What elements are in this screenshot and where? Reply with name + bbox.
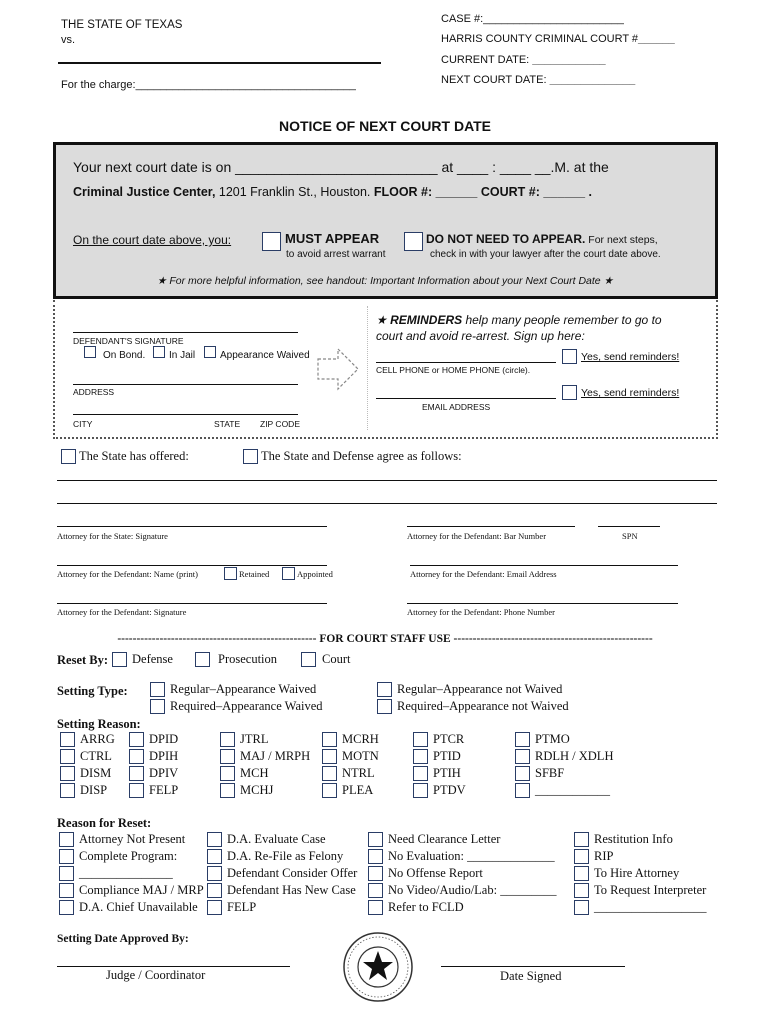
email-line[interactable] [376, 398, 556, 399]
reset-reason-item-label: Compliance MAJ / MRP [79, 883, 204, 897]
setting-reason-item[interactable] [322, 766, 375, 781]
reset-reason-item[interactable] [207, 866, 357, 881]
setting-reason-item[interactable] [322, 732, 379, 747]
setting-type-label: Setting Type: [57, 684, 128, 698]
zip-label: ZIP CODE [260, 419, 300, 429]
reset-reason-item-checkbox[interactable] [368, 900, 383, 915]
defendant-name-line[interactable] [58, 62, 381, 64]
setting-reason-item-label: MCRH [342, 732, 379, 746]
must-appear-checkbox[interactable] [262, 232, 281, 251]
reset-reason-item[interactable] [368, 849, 555, 864]
setting-reason-item-checkbox[interactable] [413, 749, 428, 764]
state-of-texas: THE STATE OF TEXAS [61, 19, 183, 31]
reset-reason-item[interactable] [207, 832, 326, 847]
reset-reason-item-label: RIP [594, 849, 614, 863]
court-number-blank: ______ [638, 33, 675, 45]
reminders-heading [376, 313, 662, 327]
court-number-label: HARRIS COUNTY CRIMINAL COURT # [441, 33, 639, 45]
reset-reason-item-checkbox[interactable] [59, 900, 74, 915]
retained-checkbox[interactable] [224, 567, 237, 580]
setting-reason-item[interactable] [60, 732, 115, 747]
defendant-signature-label: DEFENDANT'S SIGNATURE [73, 336, 184, 346]
appearance-waived-checkbox[interactable] [204, 346, 216, 358]
setting-reason-item-label: RDLH / XDLH [535, 749, 614, 763]
reset-court-checkbox[interactable] [301, 652, 316, 667]
do-not-appear-tail: For next steps, [585, 234, 658, 246]
bar-number-label: Attorney for the Defendant: Bar Number [407, 531, 547, 541]
setting-reason-item-checkbox[interactable] [413, 732, 428, 747]
setting-reason-item-checkbox[interactable] [129, 749, 144, 764]
reset-reason-item-label: To Hire Attorney [594, 866, 680, 880]
setting-reason-item-label: MOTN [342, 749, 379, 763]
setting-reason-item[interactable] [413, 766, 461, 781]
do-not-appear-sub: check in with your lawyer after the court date above. [430, 249, 661, 260]
reset-reason-item-label: To Request Interpreter [594, 883, 707, 897]
spn-line[interactable] [598, 526, 660, 527]
county-seal-icon [340, 930, 416, 1004]
setting-reason-item[interactable] [322, 749, 379, 764]
setting-reason-item[interactable] [129, 749, 178, 764]
reset-reason-item[interactable] [207, 883, 356, 898]
reset-reason-item-label: Complete Program: [79, 849, 178, 863]
reset-reason-item-label: No Offense Report [388, 866, 483, 880]
bar-number-line[interactable] [407, 526, 575, 527]
reset-reason-item[interactable] [59, 900, 198, 915]
email-reminder-label[interactable]: Yes, send reminders! [581, 387, 680, 399]
setting-reason-item-checkbox[interactable] [220, 766, 235, 781]
on-bond-label: On Bond. [103, 350, 146, 361]
setting-reason-item-label: MCH [240, 766, 269, 780]
reset-reason-item-checkbox[interactable] [207, 849, 222, 864]
defense-name-label: Attorney for the Defendant: Name (print) [57, 569, 198, 579]
do-not-appear-checkbox[interactable] [404, 232, 423, 251]
setting-reason-item[interactable] [413, 783, 466, 798]
setting-reason-label: Setting Reason: [57, 717, 141, 731]
city-line[interactable] [73, 414, 298, 415]
reset-prosecution[interactable] [195, 652, 277, 667]
type-regular-waived-checkbox[interactable] [150, 682, 165, 697]
type-regular-waived[interactable] [150, 682, 316, 697]
page-title: NOTICE OF NEXT COURT DATE [278, 118, 492, 134]
setting-reason-item[interactable] [60, 749, 112, 764]
must-appear-sub: to avoid arrest warrant [286, 249, 386, 260]
on-bond-checkbox[interactable] [84, 346, 96, 358]
reset-reason-item-checkbox[interactable] [574, 883, 589, 898]
setting-reason-item-label: FELP [149, 783, 179, 797]
setting-reason-item[interactable] [220, 766, 268, 781]
reset-reason-item-label: No Video/Audio/Lab: _________ [388, 883, 557, 897]
setting-reason-item-label: ____________ [535, 783, 610, 797]
reset-reason-item[interactable] [574, 866, 679, 881]
in-jail-label: In Jail [169, 350, 196, 361]
setting-reason-item-checkbox[interactable] [322, 749, 337, 764]
terms-line-1[interactable] [57, 480, 717, 481]
reset-reason-item-checkbox[interactable] [59, 832, 74, 847]
setting-reason-item-checkbox[interactable] [515, 783, 530, 798]
type-required-not-waived-checkbox[interactable] [377, 699, 392, 714]
reset-reason-item-checkbox[interactable] [207, 900, 222, 915]
reason-for-reset-label: Reason for Reset: [57, 816, 152, 830]
setting-reason-item-label: PTDV [433, 783, 466, 797]
setting-reason-item[interactable] [129, 783, 178, 798]
reset-reason-item-checkbox[interactable] [574, 832, 589, 847]
reminders-bold: REMINDERS [390, 313, 463, 327]
setting-reason-item-label: DPIV [149, 766, 179, 780]
defense-email-label: Attorney for the Defendant: Email Address [410, 569, 557, 579]
reset-reason-item[interactable] [59, 849, 177, 864]
setting-reason-item-label: MAJ / MRPH [240, 749, 311, 763]
type-required-waived[interactable] [150, 699, 323, 714]
reset-reason-item[interactable] [59, 883, 204, 898]
type-required-not-waived-label: Required–Appearance not Waived [397, 699, 569, 713]
setting-reason-item[interactable] [220, 732, 268, 747]
type-required-waived-label: Required–Appearance Waived [170, 699, 323, 713]
setting-reason-item-label: MCHJ [240, 783, 274, 797]
reset-defense-label: Defense [132, 652, 173, 666]
state-signature-label: Attorney for the State: Signature [57, 531, 168, 541]
state-offered-label: The State has offered: [79, 449, 189, 463]
state-offered-checkbox[interactable] [61, 449, 76, 464]
reset-reason-item-label: D.A. Chief Unavailable [79, 900, 198, 914]
setting-reason-item[interactable] [515, 732, 570, 747]
setting-reason-item-label: SFBF [535, 766, 565, 780]
setting-reason-item[interactable] [129, 766, 178, 781]
city-label: CITY [73, 419, 93, 429]
type-regular-not-waived-label: Regular–Appearance not Waived [397, 682, 563, 696]
reset-reason-item[interactable] [574, 883, 706, 898]
reset-reason-item[interactable] [368, 900, 464, 915]
email-reminder-checkbox[interactable] [562, 385, 577, 400]
type-regular-not-waived-checkbox[interactable] [377, 682, 392, 697]
reset-reason-item[interactable] [574, 849, 613, 864]
floor-court: FLOOR #: ______ COURT #: ______ . [373, 185, 592, 199]
reset-reason-item-checkbox[interactable] [59, 883, 74, 898]
setting-reason-item-checkbox[interactable] [129, 783, 144, 798]
setting-reason-item-label: PLEA [342, 783, 374, 797]
reset-reason-item-checkbox[interactable] [368, 883, 383, 898]
setting-reason-item[interactable] [60, 766, 111, 781]
setting-reason-item-checkbox[interactable] [220, 783, 235, 798]
current-date-blank: ____________ [532, 54, 606, 66]
star-icon: ★ [376, 313, 387, 327]
terms-line-2[interactable] [57, 503, 717, 504]
setting-reason-item[interactable] [515, 766, 564, 781]
setting-reason-item[interactable] [60, 783, 107, 798]
reset-court-label: Court [322, 652, 351, 666]
reset-reason-item[interactable] [59, 832, 185, 847]
reset-by-label: Reset By: [57, 653, 109, 667]
setting-reason-item-checkbox[interactable] [515, 766, 530, 781]
state-signature-line[interactable] [57, 526, 327, 527]
agree-label: The State and Defense agree as follows: [261, 449, 462, 463]
setting-reason-item-checkbox[interactable] [60, 783, 75, 798]
setting-reason-item[interactable] [220, 749, 310, 764]
court-number[interactable] [441, 33, 675, 45]
setting-reason-item[interactable] [515, 749, 613, 764]
appointed-label: Appointed [297, 569, 333, 579]
reset-reason-item-checkbox[interactable] [207, 883, 222, 898]
defense-signature-label: Attorney for the Defendant: Signature [57, 607, 187, 617]
next-court-date-blank: ______________ [549, 74, 636, 86]
setting-reason-item-label: DPIH [149, 749, 179, 763]
next-court-date-line[interactable]: Your next court date is on __________________________ at ____ : ____ __.M. at the [73, 159, 609, 175]
reset-reason-item[interactable] [368, 866, 483, 881]
staff-heading: ---------------------------------------------------- FOR COURT STAFF USE ---------------------------------------------------- [117, 633, 653, 645]
reset-reason-item[interactable] [59, 866, 173, 881]
reset-reason-item-checkbox[interactable] [368, 832, 383, 847]
setting-reason-item-checkbox[interactable] [515, 749, 530, 764]
reset-prosecution-label: Prosecution [218, 652, 278, 666]
approved-by-label: Setting Date Approved By: [57, 933, 189, 945]
reset-reason-item-checkbox[interactable] [59, 866, 74, 881]
defense-signature-line[interactable] [57, 603, 327, 604]
judge-signature-line[interactable] [57, 966, 290, 967]
phone-reminder-label[interactable]: Yes, send reminders! [581, 351, 680, 363]
date-signed-label: Date Signed [500, 969, 562, 983]
appearance-waived-label: Appearance Waived [220, 350, 310, 361]
reset-reason-item-label: __________________ [594, 900, 707, 914]
reset-reason-item-label: Defendant Consider Offer [227, 866, 358, 880]
next-court-date[interactable] [441, 74, 635, 86]
reset-defense-checkbox[interactable] [112, 652, 127, 667]
reset-reason-item-label: Need Clearance Letter [388, 832, 501, 846]
setting-reason-item[interactable] [413, 732, 464, 747]
setting-reason-item-label: ARRG [80, 732, 115, 746]
defense-name-line[interactable] [57, 565, 327, 566]
reset-reason-item[interactable] [368, 832, 500, 847]
setting-reason-item-checkbox[interactable] [322, 732, 337, 747]
setting-reason-item[interactable] [322, 783, 373, 798]
defense-email-line[interactable] [410, 565, 678, 566]
reset-reason-item[interactable] [574, 900, 707, 915]
phone-reminder-checkbox[interactable] [562, 349, 577, 364]
reset-reason-item-checkbox[interactable] [574, 866, 589, 881]
setting-reason-item-checkbox[interactable] [413, 766, 428, 781]
setting-reason-item-checkbox[interactable] [129, 766, 144, 781]
reset-reason-item[interactable] [207, 849, 343, 864]
setting-reason-item-label: DISP [80, 783, 108, 797]
next-court-date-label: NEXT COURT DATE: [441, 74, 550, 86]
setting-reason-item-checkbox[interactable] [60, 749, 75, 764]
agree-checkbox[interactable] [243, 449, 258, 464]
setting-reason-item[interactable] [413, 749, 461, 764]
spn-label: SPN [622, 531, 638, 541]
reset-reason-item-label: Refer to FCLD [388, 900, 464, 914]
email-label: EMAIL ADDRESS [422, 402, 491, 412]
reset-reason-item-checkbox[interactable] [574, 900, 589, 915]
judge-label: Judge / Coordinator [106, 968, 206, 982]
reset-court[interactable] [301, 652, 350, 667]
reset-reason-item-label: FELP [227, 900, 257, 914]
setting-reason-item-label: PTMO [535, 732, 570, 746]
reset-reason-item-label: Restitution Info [594, 832, 673, 846]
state-label: STATE [214, 419, 241, 429]
reset-reason-item-label: _______________ [79, 866, 173, 880]
reset-reason-item-checkbox[interactable] [368, 866, 383, 881]
type-required-not-waived[interactable] [377, 699, 569, 714]
date-signed-line[interactable] [441, 966, 625, 967]
address-line[interactable] [73, 384, 298, 385]
setting-reason-item-label: JTRL [240, 732, 269, 746]
setting-reason-item-checkbox[interactable] [60, 732, 75, 747]
signature-line[interactable] [73, 332, 298, 333]
reset-reason-item[interactable] [207, 900, 256, 915]
reminders-text1: help many people remember to go to [462, 313, 662, 327]
appointed-checkbox[interactable] [282, 567, 295, 580]
setting-reason-item-checkbox[interactable] [322, 766, 337, 781]
setting-reason-item-label: CTRL [80, 749, 112, 763]
setting-reason-item[interactable] [515, 783, 610, 798]
setting-reason-item-label: PTID [433, 749, 461, 763]
address-label: ADDRESS [73, 387, 115, 397]
current-date-label: CURRENT DATE: [441, 54, 533, 66]
reset-reason-item-label: D.A. Evaluate Case [227, 832, 326, 846]
setting-reason-item-label: PTCR [433, 732, 465, 746]
phone-label: CELL PHONE or HOME PHONE (circle). [376, 365, 531, 375]
reminders-text2: court and avoid re-arrest. Sign up here: [376, 329, 585, 343]
type-required-waived-checkbox[interactable] [150, 699, 165, 714]
reset-reason-item-checkbox[interactable] [574, 849, 589, 864]
versus: vs. [61, 34, 76, 46]
court-location[interactable] [73, 185, 592, 199]
setting-reason-item-label: NTRL [342, 766, 375, 780]
setting-reason-item-checkbox[interactable] [220, 732, 235, 747]
setting-reason-item-checkbox[interactable] [515, 732, 530, 747]
setting-reason-item[interactable] [220, 783, 273, 798]
reset-reason-item-label: Attorney Not Present [79, 832, 186, 846]
setting-reason-item-label: DISM [80, 766, 112, 780]
do-not-appear-bold: DO NOT NEED TO APPEAR. [426, 232, 586, 246]
charge-field[interactable]: For the charge:____________________________________ [61, 79, 356, 91]
defense-phone-label: Attorney for the Defendant: Phone Number [407, 607, 555, 617]
reset-reason-item-checkbox[interactable] [368, 849, 383, 864]
setting-reason-item-label: PTIH [433, 766, 461, 780]
setting-reason-item-checkbox[interactable] [322, 783, 337, 798]
reset-reason-item-checkbox[interactable] [207, 832, 222, 847]
reset-reason-item-label: Defendant Has New Case [227, 883, 356, 897]
case-number[interactable]: CASE #:_______________________ [441, 13, 624, 25]
retained-label: Retained [239, 569, 270, 579]
reset-defense[interactable] [112, 652, 173, 667]
reset-reason-item[interactable] [368, 883, 556, 898]
setting-reason-item-checkbox[interactable] [220, 749, 235, 764]
reset-reason-item-checkbox[interactable] [59, 849, 74, 864]
current-date[interactable] [441, 54, 606, 66]
type-regular-waived-label: Regular–Appearance Waived [170, 682, 317, 696]
setting-reason-item[interactable] [129, 732, 178, 747]
setting-reason-item-checkbox[interactable] [129, 732, 144, 747]
defense-phone-line[interactable] [407, 603, 678, 604]
do-not-appear-label [426, 232, 658, 246]
type-regular-not-waived[interactable] [377, 682, 562, 697]
on-court-date-label: On the court date above, you: [73, 233, 232, 247]
reset-prosecution-checkbox[interactable] [195, 652, 210, 667]
center-name: Criminal Justice Center, [73, 185, 216, 199]
setting-reason-item-label: DPID [149, 732, 179, 746]
center-address: 1201 Franklin St., Houston. [215, 185, 374, 199]
reset-reason-item-label: D.A. Re-File as Felony [227, 849, 344, 863]
handout-note: ★ For more helpful information, see handout: Important Information about your Next Court Date ★ [157, 275, 613, 287]
arrow-right-icon [316, 345, 360, 393]
setting-reason-item-checkbox[interactable] [413, 783, 428, 798]
must-appear-label: MUST APPEAR [285, 231, 380, 246]
reset-reason-item[interactable] [574, 832, 673, 847]
setting-reason-item-checkbox[interactable] [60, 766, 75, 781]
reset-reason-item-checkbox[interactable] [207, 866, 222, 881]
phone-line[interactable] [376, 362, 556, 363]
reset-reason-item-label: No Evaluation: ______________ [388, 849, 555, 863]
in-jail-checkbox[interactable] [153, 346, 165, 358]
